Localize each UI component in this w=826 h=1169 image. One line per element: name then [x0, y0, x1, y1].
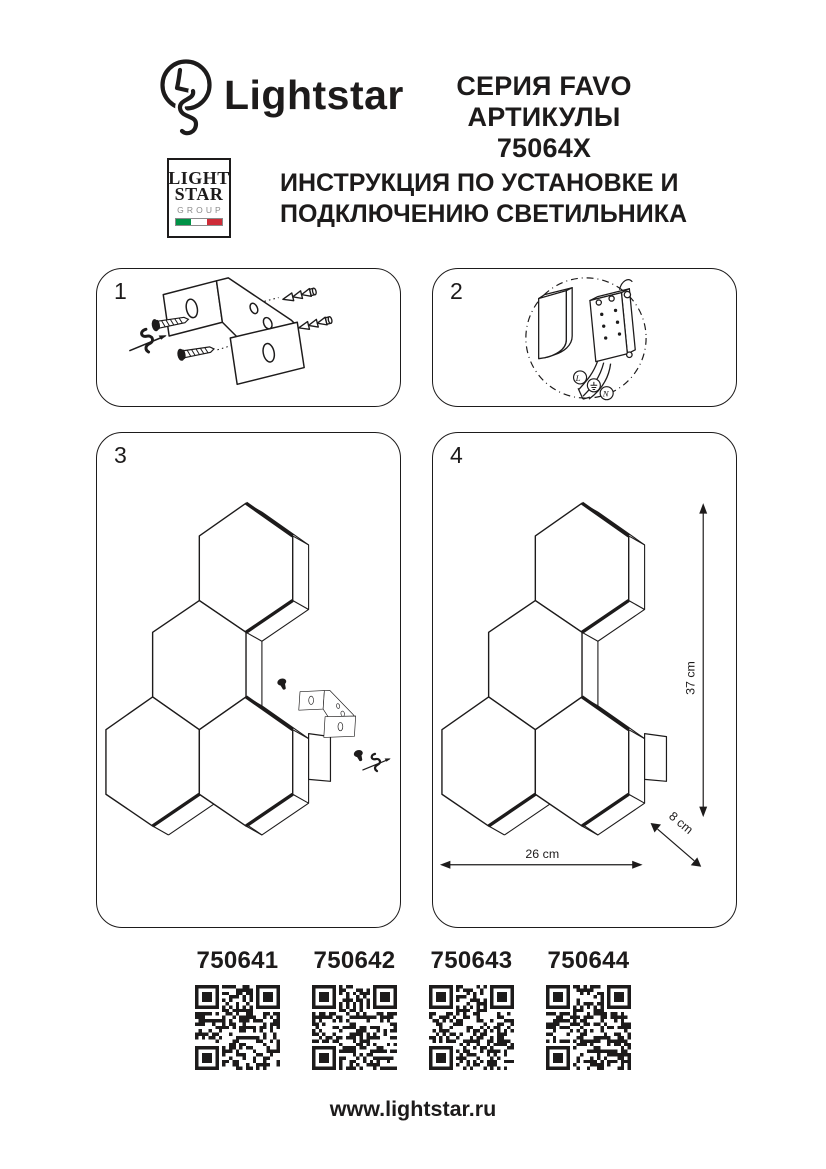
screw-icon: [176, 343, 215, 361]
article-list: [0, 948, 826, 1070]
article-item: [312, 948, 397, 1070]
page-title: [280, 168, 687, 230]
qr-code: [312, 985, 397, 1070]
series-articles: АРТИКУЛЫ 75064X: [467, 102, 621, 163]
dimension-arrow-width: [440, 861, 643, 869]
step-panel-1: [96, 268, 401, 407]
article-code: 750642: [313, 947, 396, 974]
italy-flag-icon: [175, 218, 223, 226]
wall-plate-icon: [539, 288, 573, 359]
wall-anchor-icon: [298, 316, 333, 332]
article-code: 750643: [430, 947, 513, 974]
lightstar-group-logo: [167, 158, 231, 238]
qr-code: [429, 985, 514, 1070]
wiring-diagram: [433, 269, 736, 406]
wall-anchor-icon: [282, 287, 317, 303]
dimension-arrow-depth: [651, 823, 702, 867]
width-dimension-label: 26 cm: [525, 846, 560, 861]
hexagon-lamp-drawing: [106, 503, 331, 835]
live-wire-label: L: [575, 372, 581, 383]
step-panel-3: [96, 432, 401, 928]
step-number: 4: [450, 442, 463, 468]
bracket-mounting-diagram: [97, 269, 400, 406]
article-code: 750641: [196, 947, 279, 974]
neutral-wire-label: N: [602, 388, 609, 399]
article-code: 750644: [547, 947, 630, 974]
group-logo-line2: STAR: [174, 184, 224, 204]
hexagon-lamp-drawing: [442, 503, 667, 835]
page-title-line2: ПОДКЛЮЧЕНИЮ СВЕТИЛЬНИКА: [280, 200, 688, 228]
dimension-arrow-height: [699, 503, 707, 817]
lightstar-bulb-logo: [158, 55, 216, 151]
series-block: [428, 71, 660, 164]
step-number: 3: [114, 442, 127, 468]
terminal-block-icon: [590, 280, 635, 362]
screwdriver-icon: [360, 750, 393, 774]
qr-code: [195, 985, 280, 1070]
brand-wordmark: Lightstar: [224, 72, 404, 118]
height-dimension-label: 37 cm: [683, 661, 698, 695]
screw-icon: [353, 749, 365, 763]
step-number: 1: [114, 278, 127, 304]
mounting-bracket-icon: [163, 278, 304, 384]
step-panel-4: [432, 432, 737, 928]
article-item: [429, 948, 514, 1070]
lamp-dimensions-diagram: [433, 433, 736, 927]
qr-code: [546, 985, 631, 1070]
step-number: 2: [450, 278, 463, 304]
screwdriver-icon: [126, 325, 170, 357]
article-item: [195, 948, 280, 1070]
depth-dimension-label: 8 cm: [666, 808, 696, 837]
page-title-line1: ИНСТРУКЦИЯ ПО УСТАНОВКЕ И: [280, 169, 679, 197]
lamp-bracket-assembly-diagram: [97, 433, 400, 927]
article-item: [546, 948, 631, 1070]
step-panel-2: [432, 268, 737, 407]
group-logo-line3: GROUP: [177, 205, 224, 215]
website-url: www.lightstar.ru: [329, 1097, 497, 1121]
screw-icon: [276, 677, 288, 691]
series-title: СЕРИЯ FAVO: [456, 71, 632, 101]
group-logo-line1: LIGHT: [168, 168, 230, 188]
